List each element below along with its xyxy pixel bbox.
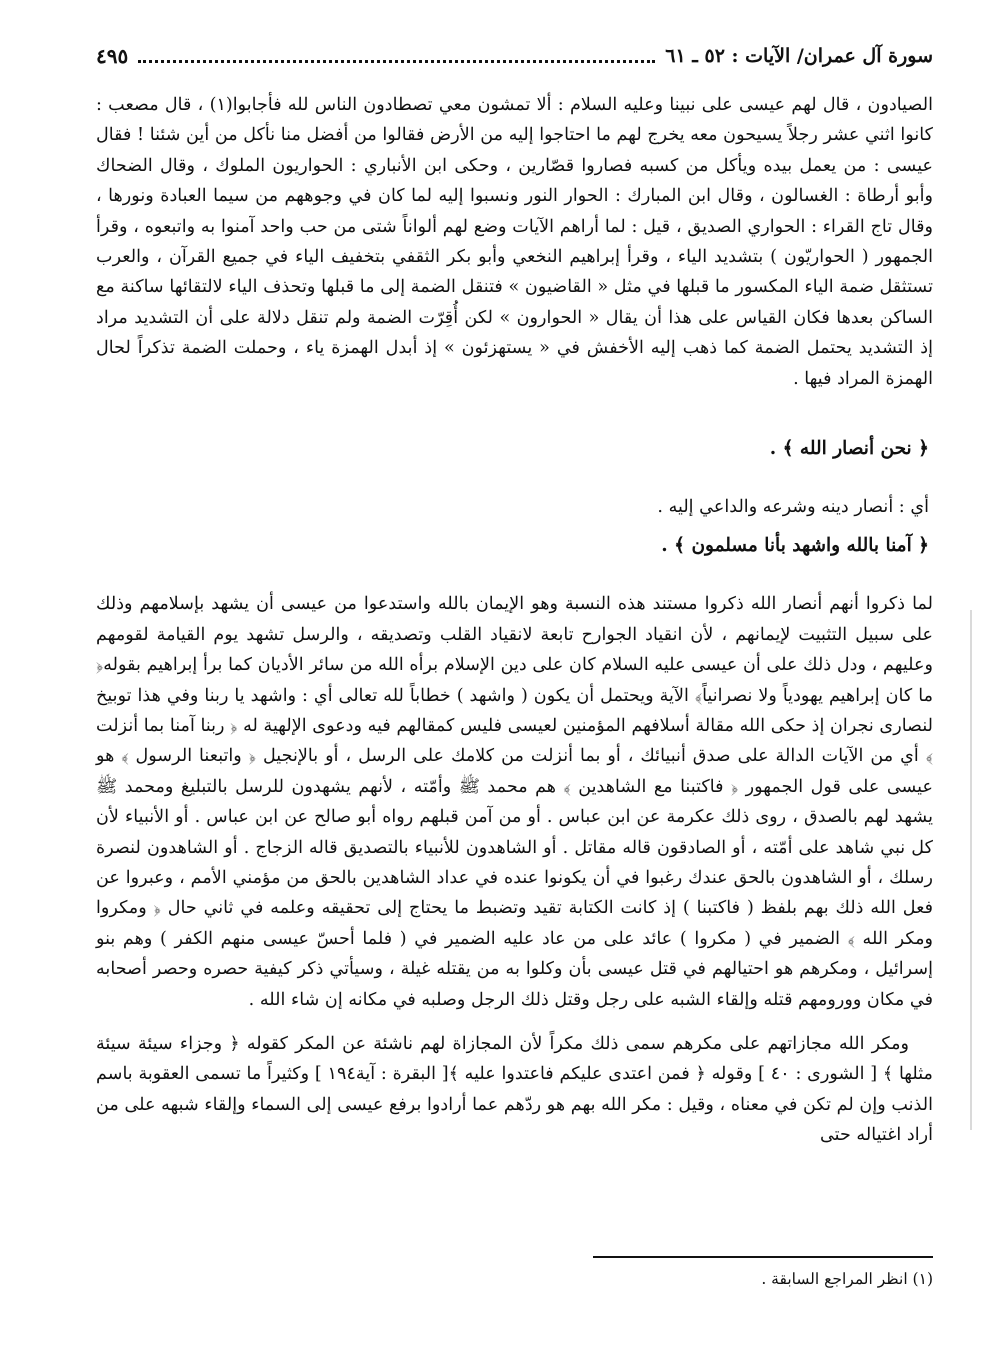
- scan-margin-shadow: [952, 610, 972, 1130]
- main-text: [96, 90, 933, 1151]
- header-title: سورة آل عمران/ الآيات : ٥٢ ـ ٦١: [665, 45, 933, 67]
- verse-commentary-line: أي : أنصار دينه وشرعه والداعي إليه .: [657, 497, 929, 518]
- header-leader-dots: [138, 50, 655, 63]
- paragraph-3: ومكر الله مجازاتهم على مكرهم سمى ذلك مكراً لأن المجازاة لهم ناشئة عن المكر كقوله ﴿ وجزاء سيئة سيئة مثلها ﴾ [ الشورى : ٤٠ ] وقوله ﴿ فمن اعتدى عليكم فاعتدوا عليه ﴾[ البقرة : آية١٩٤ ] وكثيراً ما تسمى العقوبة باسم الذنب وإن لم تكن في معناه ، وقيل : مكر الله بهم هو ردّهم عما أرادوا برفع عيسى إلى السماء وإلقاء شبهه على من أراد اغتياله حتى: [96, 1033, 933, 1146]
- running-header: [96, 38, 933, 74]
- paragraph-2: لما ذكروا أنهم أنصار الله ذكروا مستند هذه النسبة وهو الإيمان بالله واستدعوا من عيسى أن يشهد بإسلامهم وذلك على سبيل التثبيت لإيمانهم ، لأن انقياد الجوارح تابعة لانقياد القلب وتصديقه ، والرسل تشهد يوم القيامة لقومهم وعليهم ، ودل ذلك على أن عيسى عليه السلام كان على دين الإسلام برأه الله من سائر الأديان كما برأ إبراهيم بقوله﴿ ما كان إبراهيم يهودياً ولا نصرانياً﴾ الآية ويحتمل أن يكون ( واشهد ) خطاباً لله تعالى أي : واشهد يا ربنا وفي هذا توبيخ لنصارى نجران إذ حكى الله مقالة أسلافهم المؤمنين لعيسى فليس كمقالهم فيه ودعوى الإلهية له ﴿ ربنا آمنا بما أنزلت ﴾ أي من الآيات الدالة على صدق أنبيائك ، أو بما أنزلت من كلامك على الرسل ، أو بالإنجيل ﴿ واتبعنا الرسول ﴾ هو عيسى على قول الجمهور ﴿ فاكتبنا مع الشاهدين ﴾ هم محمد ﷺ وأمّته ، لأنهم يشهدون للرسل بالتبليغ ومحمد ﷺ يشهد لهم بالصدق ، روى ذلك عكرمة عن ابن عباس . أو من آمن قبلهم رواه أبو صالح عن ابن عباس . أو الأنبياء لأن كل نبي شاهد على أمّته ، أو الصادقون قاله مقاتل . أو الشاهدون للأنبياء بالتصديق قاله الزجاج . أو الشاهدون لنصرة رسلك ، أو الشاهدون بالحق عندك رغبوا في أن يكونوا عنده في عداد الشاهدين بالحق من مؤمني الأمم ، وعبروا عن فعل الله ذلك بهم بلفظ ( فاكتبنا ) إذ كانت الكتابة تقيد وتضبط ما يحتاج إلى تحقيقه وعلمه في ثاني حال ﴿ ومكروا ومكر الله ﴾ الضمير في ( مكروا ) عائد على من عاد عليه الضمير في ( فلما أحسّ عيسى منهم الكفر ) وهم بنو إسرائيل ، ومكرهم هو احتيالهم في قتل عيسى بأن وكلوا به من يقتله غيلة ، وسيأتي ذكر كيفية حصره وحصر أصحابه في مكان وورومهم قتله وإلقاء الشبه على رجل وقتل ذلك الرجل وصلبه في مكانه إن شاء الله .: [96, 594, 933, 1010]
- paragraph-1: الصيادون ، قال لهم عيسى على نبينا وعليه السلام : ألا تمشون معي تصطادون الناس لله فأجابوا(١) ، قال مصعب : كانوا اثني عشر رجلاً يسيحون معه يخرج لهم ما احتاجوا إليه من الأرض فقالوا من أفضل منا نأكل من أين شئنا ! فقال عيسى : من يعمل بيده ويأكل من كسبه فصاروا قصّارين ، وحكى ابن الأنباري : الحواريون الملوك ، وقال الضحاك وأبو أرطاة : الغسالون ، وقال ابن المبارك : الحوار النور ونسبوا إليه لما كان في وجوههم من سيما العبادة ونورها ، وقال تاج القراء : الحواري الصديق ، قيل : لما أراهم الآيات وضع لهم ألواناً شتى من حب واحد آمنوا به واتبعوه ، وقرأ الجمهور ( الحواريّون ) بتشديد الياء ، وقرأ إبراهيم النخعي وأبو بكر الثقفي بتخفيف الياء في جميع القرآن ، والعرب تستثقل ضمة الياء المكسور ما قبلها في مثل « القاضيون » فتنقل الضمة إلى ما قبلها وتحذف الياء لالتقائها ساكنة مع الساكن بعدها فكان القياس على هذا أن يقال « الحوارون » لكن أُقِرّت الضمة ولم تنقل دلالة على أن التشديد مراد إذ التشديد يحتمل الضمة كما ذهب إليه الأخفش في « يستهزئون » إذ أبدل الهمزة ياء ، وحملت الضمة تذكراً لحال الهمزة المراد فيها .: [96, 95, 933, 389]
- footnote-separator: [593, 1256, 933, 1258]
- quran-verse-1: ﴿ نحن أنصار الله ﴾ .: [769, 438, 929, 460]
- page-number: ٤٩٥: [96, 44, 129, 68]
- quran-verse-2: ﴿ آمنا بالله واشهد بأنا مسلمون ﴾ .: [661, 534, 929, 556]
- footnote: (١) انظر المراجع السابقة .: [761, 1270, 933, 1288]
